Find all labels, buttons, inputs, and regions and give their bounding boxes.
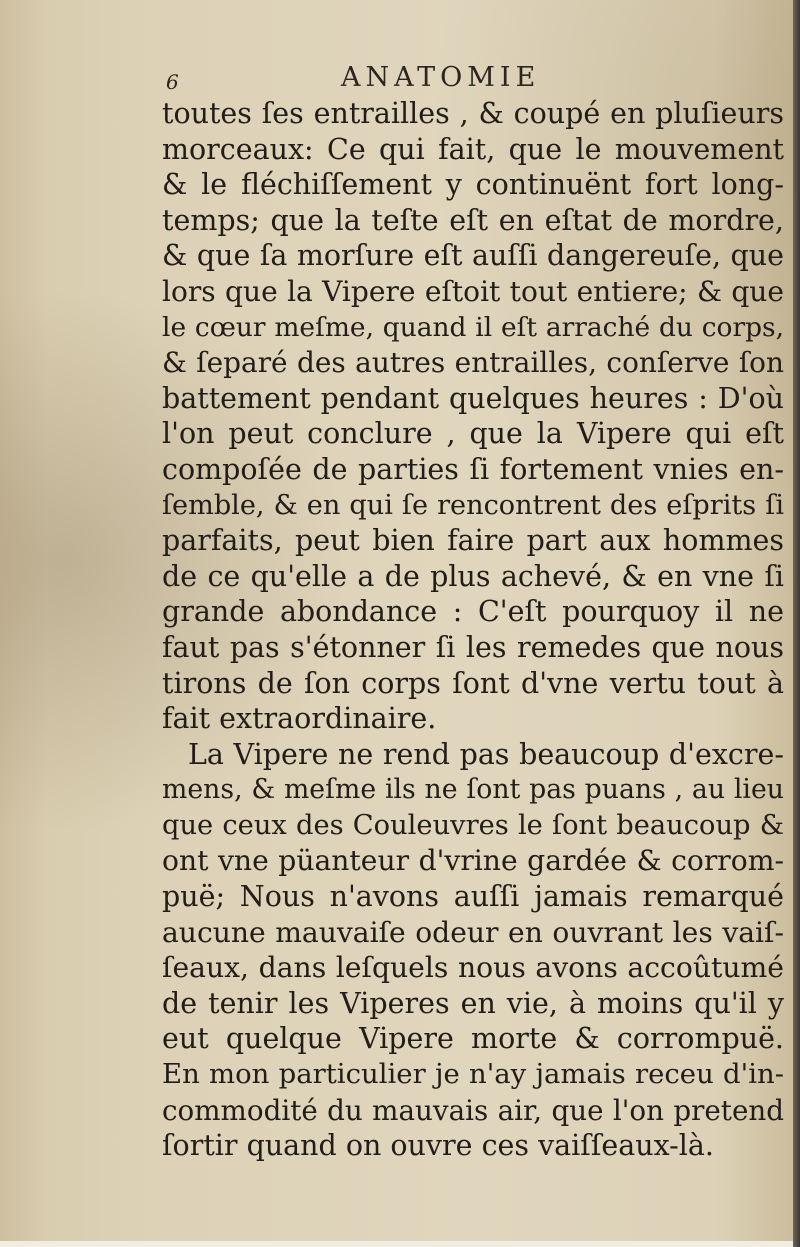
text-line: aucune mauvaiſe odeur en ouvrant les vaiſ- — [162, 915, 784, 949]
page-number: 6 — [166, 70, 179, 94]
body-text — [162, 96, 784, 1164]
running-head: ANATOMIE — [341, 62, 541, 93]
text-line: compoſée de parties ſi fortement vnies en- — [162, 452, 784, 486]
text-line: le cœur meſme, quand il eſt arraché du corps, — [162, 311, 784, 343]
paragraph-end-line: ſortir quand on ouvre ces vaiſſeaux-là. — [162, 1129, 714, 1163]
text-line: parfaits, peut bien faire part aux hommes — [162, 524, 784, 558]
text-line: que ceux des Couleuvres le ſont beaucoup & — [162, 809, 784, 841]
text-line: mens, & meſme ils ne ſont pas puans , au lieu — [162, 774, 784, 806]
text-line: grande abondance : C'eſt pourquoy il ne — [162, 595, 784, 629]
page-header — [166, 62, 586, 96]
text-line: ont vne püanteur d'vrine gardée & corrom- — [162, 844, 784, 878]
text-line: En mon particulier je n'ay jamais receu d'in- — [162, 1058, 784, 1091]
text-line: de ce qu'elle a de plus achevé, & en vne ſi — [162, 559, 784, 593]
text-line: temps; que la teſte eſt en eſtat de mordre, — [162, 203, 784, 237]
text-line: faut pas s'étonner ſi les remedes que nous — [162, 630, 784, 664]
text-line: commodité du mauvais air, que l'on pretend — [162, 1093, 784, 1127]
text-line: de tenir les Viperes en vie, à moins qu'il y — [162, 986, 784, 1020]
text-line: ſemble, & en qui ſe rencontrent des eſprits ſi — [162, 489, 784, 521]
text-line: morceaux: Ce qui fait, que le mouvement — [162, 132, 784, 166]
text-line: toutes ſes entrailles , & coupé en pluſieurs — [162, 97, 784, 130]
paragraph-start-line: La Vipere ne rend pas beaucoup d'excre- — [188, 737, 784, 771]
text-line: battement pendant quelques heures : D'où — [162, 381, 784, 415]
text-line: eut quelque Vipere morte & corrompuë. — [162, 1022, 784, 1056]
text-line: tirons de ſon corps ſont d'vne vertu tout à — [162, 666, 784, 700]
text-line: & le fléchiſſement y continuënt fort long- — [162, 168, 784, 202]
text-line: puë; Nous n'avons auſſi jamais remarqué — [162, 880, 784, 914]
book-gutter — [793, 0, 800, 1247]
text-line: & ſeparé des autres entrailles, conſerve ſon — [162, 346, 784, 380]
text-line: & que ſa morſure eſt auſſi dangereuſe, que — [162, 239, 784, 273]
paragraph-end-line: fait extraordinaire. — [162, 702, 437, 736]
text-line: l'on peut conclure , que la Vipere qui eſt — [162, 417, 784, 451]
text-line: ſeaux, dans leſquels nous avons accoûtumé — [162, 951, 784, 985]
text-line: lors que la Vipere eſtoit tout entiere; & que — [162, 274, 784, 308]
